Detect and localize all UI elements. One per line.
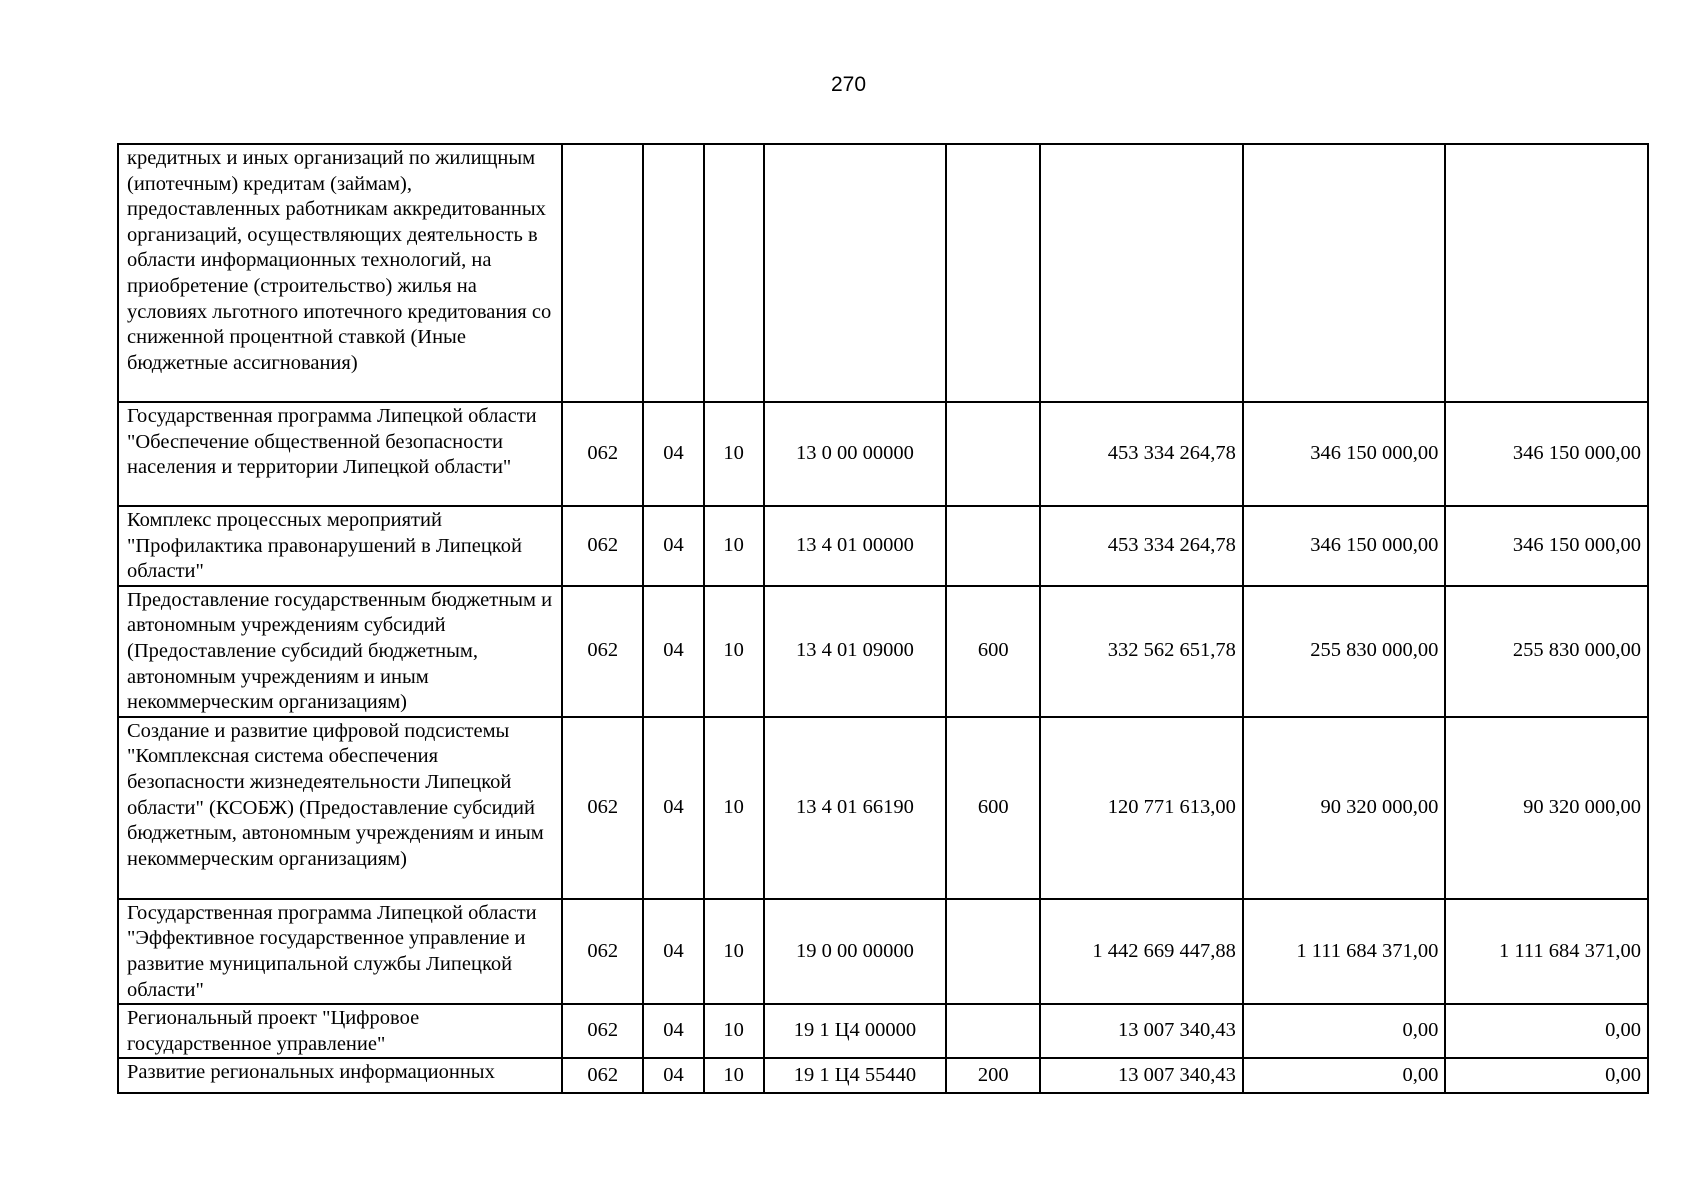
table-body <box>118 144 1648 1093</box>
cell-amount-year-2: 90 320 000,00 <box>1243 717 1446 899</box>
cell-name: Предоставление государственным бюджетным и автономным учреждениям субсидий (Предоставление субсидий бюджетным, автономным учреждениям и иным некоммерческим организациям) <box>118 586 562 717</box>
cell-amount-year-2: 346 150 000,00 <box>1243 402 1446 506</box>
cell-section-code <box>643 144 703 402</box>
cell-ministry-code: 062 <box>562 717 643 899</box>
cell-expense-type-code <box>946 899 1040 1004</box>
cell-subsection-code: 10 <box>704 1058 764 1093</box>
cell-amount-year-3: 90 320 000,00 <box>1445 717 1648 899</box>
cell-amount-year-3: 0,00 <box>1445 1004 1648 1058</box>
cell-amount-year-2: 1 111 684 371,00 <box>1243 899 1446 1004</box>
cell-name: Комплекс процессных мероприятий "Профилактика правонарушений в Липецкой области" <box>118 506 562 586</box>
cell-amount-year-3 <box>1445 144 1648 402</box>
cell-subsection-code: 10 <box>704 1004 764 1058</box>
cell-ministry-code: 062 <box>562 402 643 506</box>
cell-section-code: 04 <box>643 899 703 1004</box>
cell-ministry-code: 062 <box>562 899 643 1004</box>
cell-name: Государственная программа Липецкой области "Эффективное государственное управление и развитие муниципальной службы Липецкой области" <box>118 899 562 1004</box>
cell-amount-year-3: 255 830 000,00 <box>1445 586 1648 717</box>
cell-subsection-code: 10 <box>704 506 764 586</box>
cell-amount-year-2 <box>1243 144 1446 402</box>
cell-name: Региональный проект "Цифровое государственное управление" <box>118 1004 562 1058</box>
cell-amount-year-2: 255 830 000,00 <box>1243 586 1446 717</box>
cell-ministry-code <box>562 144 643 402</box>
cell-expense-type-code: 600 <box>946 586 1040 717</box>
page-number: 270 <box>830 73 867 96</box>
cell-target-code: 13 4 01 00000 <box>764 506 946 586</box>
table-row <box>118 586 1648 717</box>
table-row <box>118 402 1648 506</box>
cell-name: кредитных и иных организаций по жилищным (ипотечным) кредитам (займам), предоставленных работникам аккредитованных организаций, осуществляющих деятельность в области информационных технологий, на приобретение (строительство) жилья на условиях льготного ипотечного кредитования со сниженной процентной ставкой (Иные бюджетные ассигнования) <box>118 144 562 402</box>
cell-amount-year-2: 346 150 000,00 <box>1243 506 1446 586</box>
cell-section-code: 04 <box>643 506 703 586</box>
cell-subsection-code: 10 <box>704 899 764 1004</box>
cell-section-code: 04 <box>643 1058 703 1093</box>
cell-name: Государственная программа Липецкой области "Обеспечение общественной безопасности населения и территории Липецкой области" <box>118 402 562 506</box>
cell-ministry-code: 062 <box>562 586 643 717</box>
cell-section-code: 04 <box>643 586 703 717</box>
cell-expense-type-code <box>946 402 1040 506</box>
cell-expense-type-code <box>946 144 1040 402</box>
table-row <box>118 717 1648 899</box>
cell-target-code: 19 1 Ц4 00000 <box>764 1004 946 1058</box>
cell-subsection-code <box>704 144 764 402</box>
cell-amount-year-2: 0,00 <box>1243 1004 1446 1058</box>
table-row <box>118 144 1648 402</box>
cell-name: Создание и развитие цифровой подсистемы "Комплексная система обеспечения безопасности жизнедеятельности Липецкой области" (КСОБЖ) (Предоставление субсидий бюджетным, автономным учреждениям и иным некоммерческим организациям) <box>118 717 562 899</box>
cell-amount-year-3: 0,00 <box>1445 1058 1648 1093</box>
cell-target-code: 13 0 00 00000 <box>764 402 946 506</box>
cell-section-code: 04 <box>643 717 703 899</box>
cell-amount-year-3: 1 111 684 371,00 <box>1445 899 1648 1004</box>
cell-amount-year-2: 0,00 <box>1243 1058 1446 1093</box>
cell-amount-year-1: 1 442 669 447,88 <box>1040 899 1243 1004</box>
table-row <box>118 1004 1648 1058</box>
cell-target-code: 19 1 Ц4 55440 <box>764 1058 946 1093</box>
cell-amount-year-1: 332 562 651,78 <box>1040 586 1243 717</box>
cell-expense-type-code <box>946 506 1040 586</box>
cell-ministry-code: 062 <box>562 1058 643 1093</box>
cell-ministry-code: 062 <box>562 506 643 586</box>
cell-target-code: 13 4 01 09000 <box>764 586 946 717</box>
cell-expense-type-code <box>946 1004 1040 1058</box>
cell-section-code: 04 <box>643 1004 703 1058</box>
budget-table <box>117 143 1649 1094</box>
table-row <box>118 1058 1648 1093</box>
cell-amount-year-1: 13 007 340,43 <box>1040 1004 1243 1058</box>
cell-name: Развитие региональных информационных <box>118 1058 562 1093</box>
cell-subsection-code: 10 <box>704 402 764 506</box>
cell-subsection-code: 10 <box>704 717 764 899</box>
cell-expense-type-code: 600 <box>946 717 1040 899</box>
cell-subsection-code: 10 <box>704 586 764 717</box>
cell-amount-year-1: 453 334 264,78 <box>1040 402 1243 506</box>
cell-target-code: 19 0 00 00000 <box>764 899 946 1004</box>
table-row <box>118 899 1648 1004</box>
cell-amount-year-1 <box>1040 144 1243 402</box>
cell-amount-year-3: 346 150 000,00 <box>1445 506 1648 586</box>
cell-target-code: 13 4 01 66190 <box>764 717 946 899</box>
table-row <box>118 506 1648 586</box>
cell-expense-type-code: 200 <box>946 1058 1040 1093</box>
cell-section-code: 04 <box>643 402 703 506</box>
cell-amount-year-3: 346 150 000,00 <box>1445 402 1648 506</box>
cell-ministry-code: 062 <box>562 1004 643 1058</box>
cell-amount-year-1: 120 771 613,00 <box>1040 717 1243 899</box>
cell-target-code <box>764 144 946 402</box>
cell-amount-year-1: 453 334 264,78 <box>1040 506 1243 586</box>
cell-amount-year-1: 13 007 340,43 <box>1040 1058 1243 1093</box>
